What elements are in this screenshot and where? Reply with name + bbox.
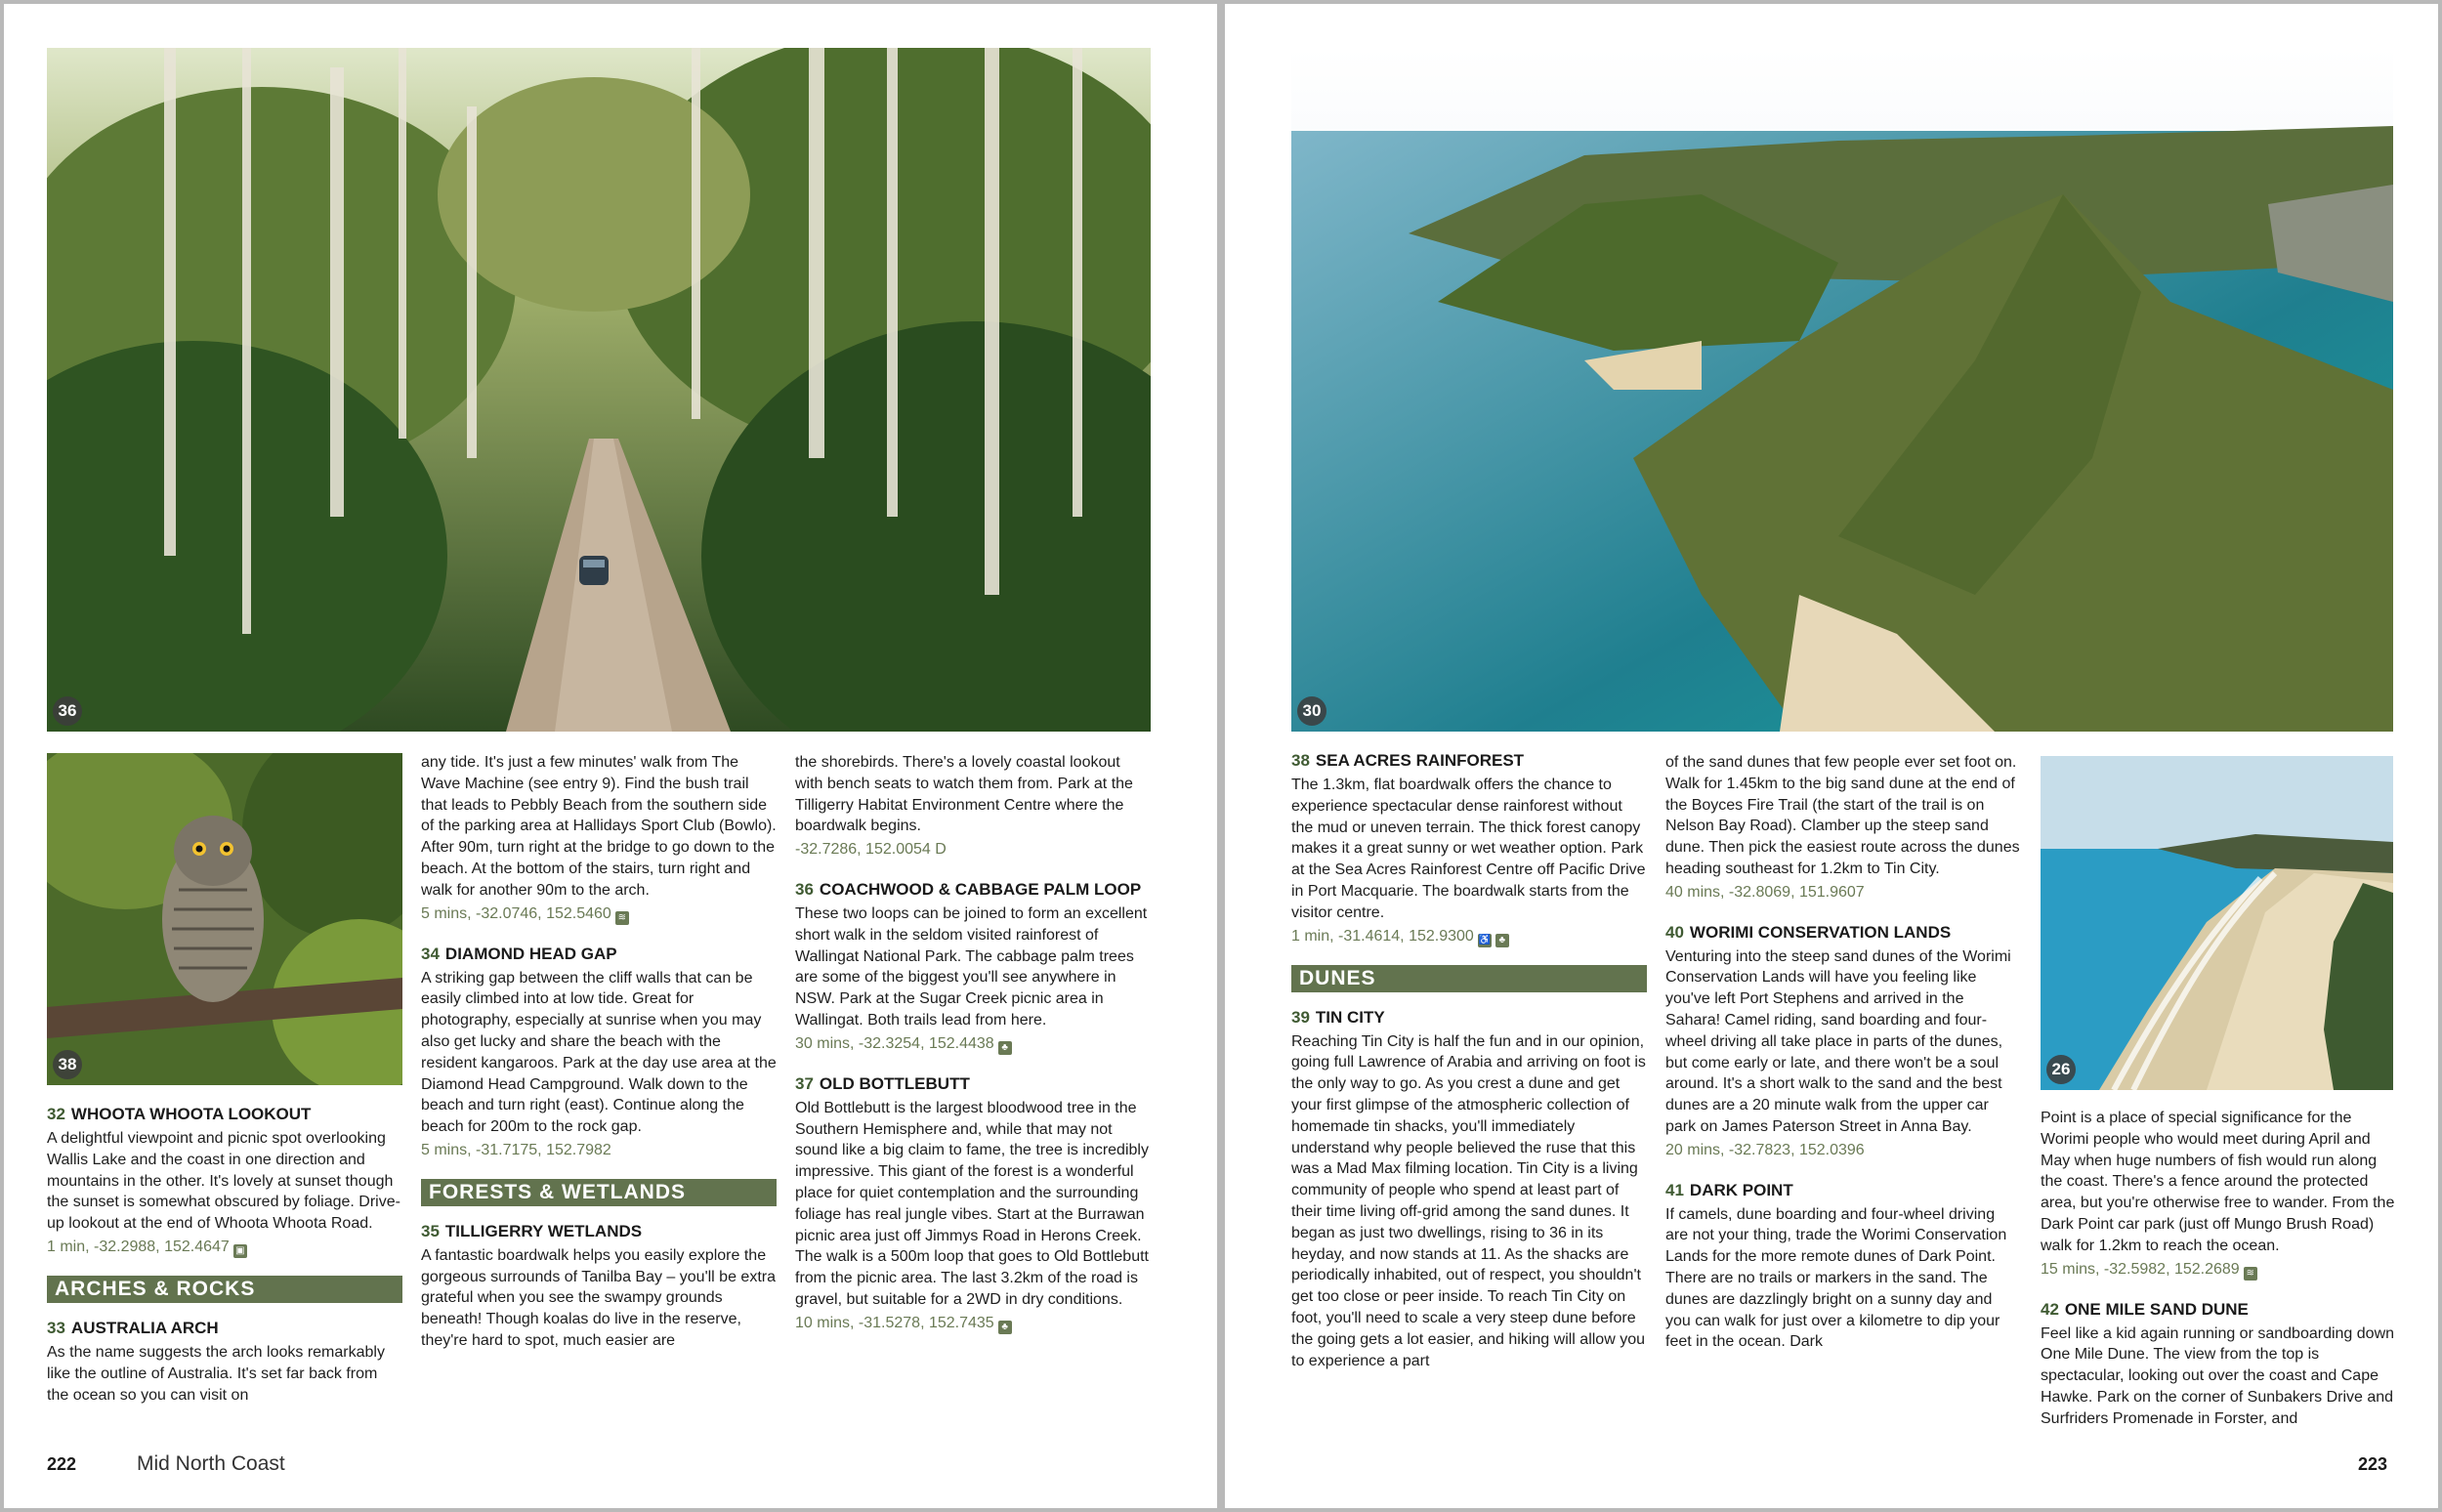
entry-35	[421, 1220, 777, 1352]
text-column-2	[421, 752, 777, 1369]
photo-number-badge: 36	[53, 696, 82, 726]
page-number: 222	[47, 1454, 77, 1474]
walk-icon: ≋	[615, 911, 629, 925]
text-column-6	[2041, 1108, 2396, 1448]
entry-number: 41	[1665, 1180, 1684, 1199]
entry-number: 40	[1665, 922, 1684, 942]
walk-icon: ≋	[2244, 1267, 2257, 1281]
entry-body: These two loops can be joined to form an excellent short walk in the seldom visited rainforest of Wallingat National Park. The cabbage palm trees are some of the biggest you'll see anywhere in NSW. Park at the Sugar Creek picnic area in Wallingat. Both trails lead from here.	[795, 904, 1148, 1029]
entry-meta	[795, 1313, 1151, 1334]
entry-body: A striking gap between the cliff walls that can be easily climbed into at low tide. Great for photography, especially at sunrise when you may also get lucky and share the beach with the resident kangaroos. Park at the day use area at the Diamond Head Campground. Walk down to the beach and turn right (east). Continue along the beach for 200m to the rock gap.	[421, 969, 777, 1136]
entry-heading	[795, 878, 1151, 902]
photo-number-badge: 38	[53, 1050, 82, 1079]
entry-coordinates: 5 mins, -31.7175, 152.7982	[421, 1141, 611, 1158]
entry-title: TILLIGERRY WETLANDS	[444, 1221, 643, 1240]
entry-title: DARK POINT	[1689, 1180, 1793, 1199]
entry-heading	[1665, 1179, 2021, 1202]
entry-body: Old Bottlebutt is the largest bloodwood tree in the Southern Hemisphere and, while that may not sound like a big claim to fame, the tree is incredibly impressive. This giant of the forest is a wonderful place for quiet contemplation and the surrounding foliage has real jungle vibes. Start at the Burrawan picnic area just off Jimmys Road in Herons Creek. The walk is a 500m loop that goes to Old Bottlebutt from the picnic area. The last 3.2km of the road is gravel, but suitable for a 2WD in dry conditions.	[795, 1099, 1149, 1308]
entry-number: 38	[1291, 751, 1310, 770]
entry-body: Reaching Tin City is half the fun and in our opinion, going full Lawrence of Arabia and arriving on foot is the only way to go. As you crest a dune and get your first glimpse of the atmospheric collection of homemade tin shacks, you'll immediately understand why people believed the ruse that this was a Mad Max filming location. Tin City is a living community of people who spend at least part of their time living off-grid among the sand dunes. It began as just two dwellings, rising to 36 in its heyday, and now stands at 11. As the shacks are periodically inhabited, out of respect, you shouldn't get too close or peer inside. To reach Tin City on foot, you'll need to scale a very steep dune before the going gets a lot easier, and hiking will allow you to experience a part	[1291, 1032, 1646, 1369]
entry-37	[795, 1072, 1151, 1334]
entry-body: A delightful viewpoint and picnic spot overlooking Wallis Lake and the coast in one direction and mountains in the other. It's lovely at sunset though the sunset is somewhat obscured by foliage. Drive-up lookout at the end of Whoota Whoota Road.	[47, 1130, 400, 1233]
photo-icon: ▣	[233, 1244, 247, 1258]
entry-title: TIN CITY	[1315, 1007, 1385, 1027]
beach-aerial-photo	[2041, 756, 2393, 1090]
forest-road-photo	[47, 48, 1151, 732]
entry-body: The 1.3km, flat boardwalk offers the chance to experience spectacular dense rainforest without the mud or uneven terrain. The thick forest canopy makes it a great sunny or wet weather option. Park at the Sea Acres Rainforest Centre off Pacific Drive in Port Macquarie. The boardwalk starts from the visitor centre.	[1291, 777, 1646, 921]
entry-heading	[47, 1317, 402, 1340]
section-heading-forests-wetlands: FORESTS & WETLANDS	[421, 1179, 777, 1206]
photo-number-badge: 30	[1297, 696, 1326, 726]
entry-number: 36	[795, 879, 814, 899]
entry-coordinates: 15 mins, -32.5982, 152.2689	[2041, 1260, 2240, 1278]
page-number: 223	[2358, 1454, 2388, 1474]
owl-image	[47, 753, 402, 1085]
tree-icon: ♣	[998, 1041, 1012, 1055]
entry-body: the shorebirds. There's a lovely coastal lookout with bench seats to watch them from. Park at the Tilligerry Habitat Environment Centre where the boardwalk begins.	[795, 754, 1133, 835]
entry-meta	[1291, 926, 1647, 947]
entry-title: ONE MILE SAND DUNE	[2064, 1299, 2249, 1319]
entry-title: WORIMI CONSERVATION LANDS	[1689, 922, 1952, 942]
entry-coordinates: 1 min, -32.2988, 152.4647	[47, 1238, 230, 1255]
running-title: Mid North Coast	[137, 1452, 285, 1475]
entry-coordinates: -32.7286, 152.0054 D	[795, 841, 947, 859]
entry-title: SEA ACRES RAINFOREST	[1315, 751, 1525, 770]
entry-heading	[47, 1103, 402, 1126]
entry-title: DIAMOND HEAD GAP	[444, 944, 617, 963]
entry-heading	[795, 1072, 1151, 1096]
entry-coordinates: 20 mins, -32.7823, 152.0396	[1665, 1141, 1865, 1158]
right-page	[1225, 4, 2438, 1508]
entry-meta	[421, 903, 777, 925]
entry-35-continued	[795, 752, 1151, 861]
entry-40	[1665, 921, 2021, 1161]
entry-42	[2041, 1298, 2396, 1430]
entry-body: If camels, dune boarding and four-wheel driving are not your thing, trade the Worimi Conservation Lands for the more remote dunes of Dark Point. There are no trails or markers in the sand. The dunes are dazzlingly bright on a sunny day and you can walk for just over a kilometre to dip your feet in the ocean. Dark	[1665, 1205, 2007, 1351]
entry-heading	[421, 943, 777, 966]
entry-coordinates: 1 min, -31.4614, 152.9300	[1291, 927, 1474, 945]
entry-heading	[1291, 1006, 1647, 1029]
entry-coordinates: 10 mins, -31.5278, 152.7435	[795, 1314, 994, 1331]
entry-coordinates: 5 mins, -32.0746, 152.5460	[421, 904, 611, 922]
entry-number: 42	[2041, 1299, 2059, 1319]
tree-icon: ♣	[1495, 934, 1509, 947]
entry-41	[1665, 1179, 2021, 1354]
entry-number: 37	[795, 1073, 814, 1093]
forest-road-image	[47, 48, 1151, 732]
owl-photo	[47, 753, 402, 1085]
entry-33-continued	[421, 752, 777, 925]
entry-number: 33	[47, 1318, 65, 1337]
entry-body: any tide. It's just a few minutes' walk from The Wave Machine (see entry 9). Find the bush trail that leads to Pebbly Beach from the southern side of the parking area at Hallidays Sport Club (Bowlo). After 90m, turn right at the bridge to go down to the beach. At the bottom of the stairs, turn right and walk for another 90m to the arch.	[421, 754, 777, 899]
entry-meta	[47, 1237, 402, 1258]
entry-meta	[795, 1033, 1151, 1055]
text-column-1	[47, 1103, 402, 1423]
entry-36	[795, 878, 1151, 1055]
entry-title: WHOOTA WHOOTA LOOKOUT	[70, 1105, 312, 1123]
entry-heading	[1291, 749, 1647, 773]
text-column-5	[1665, 752, 2021, 1370]
entry-38	[1291, 749, 1647, 947]
entry-meta	[2041, 1259, 2396, 1281]
headland-aerial-photo	[1291, 48, 2393, 732]
entry-body: As the name suggests the arch looks remarkably like the outline of Australia. It's set far back from the ocean so you can visit on	[47, 1343, 385, 1404]
tree-icon: ♣	[998, 1321, 1012, 1334]
entry-body: of the sand dunes that few people ever set foot on. Walk for 1.45km to the big sand dune at the end of the Boyces Fire Trail (the start of the trail is on Nelson Bay Road). Clamber up the steep sand dune. Then pick the easiest route across the dunes heading southeast for 1.2km to Tin City.	[1665, 754, 2020, 877]
section-heading-dunes: DUNES	[1291, 965, 1647, 992]
entry-number: 35	[421, 1221, 440, 1240]
entry-34	[421, 943, 777, 1161]
entry-32	[47, 1103, 402, 1258]
entry-body: A fantastic boardwalk helps you easily explore the gorgeous surrounds of Tanilba Bay – you'll be extra grateful when you see the swampy grounds beneath! Though koalas do live in the reserve, they're hard to spot, much easier are	[421, 1246, 776, 1349]
entry-heading	[2041, 1298, 2396, 1322]
entry-number: 34	[421, 944, 440, 963]
entry-coordinates: 30 mins, -32.3254, 152.4438	[795, 1034, 994, 1052]
entry-coordinates: 40 mins, -32.8069, 151.9607	[1665, 883, 1865, 901]
photo-number-badge: 26	[2046, 1055, 2076, 1084]
entry-number: 39	[1291, 1007, 1310, 1027]
entry-body: Feel like a kid again running or sandboarding down One Mile Dune. The view from the top is spectacular, looking out over the coast and Cape Hawke. Park on the corner of Sunbakers Drive and Surfriders Promenade in Forster, and	[2041, 1324, 2395, 1427]
entry-33	[47, 1317, 402, 1406]
entry-39-continued	[1665, 752, 2021, 903]
entry-number: 32	[47, 1105, 65, 1123]
left-page	[4, 4, 1217, 1508]
entry-title: COACHWOOD & CABBAGE PALM LOOP	[819, 879, 1142, 899]
entry-body: Point is a place of special significance for the Worimi people who would meet during April and May when huge numbers of fish would run along the coast. There's a fence around the protected area, but you're otherwise free to wander. From the Dark Point car park (just off Mungo Brush Road) walk for 1.2km to reach the ocean.	[2041, 1110, 2395, 1254]
entry-title: AUSTRALIA ARCH	[70, 1318, 219, 1337]
entry-title: OLD BOTTLEBUTT	[819, 1073, 970, 1093]
entry-41-continued	[2041, 1108, 2396, 1281]
entry-body: Venturing into the steep sand dunes of the Worimi Conservation Lands will have you feeling like you've left Port Stephens and arrived in the Sahara! Camel riding, sand boarding and four-wheel driving all take place in parts of the dunes, but come early or late, and there won't be a soul around. It's a short walk to the sand and the best dunes are a 20 minute walk from the upper car park on James Paterson Street in Anna Bay.	[1665, 947, 2011, 1135]
beach-aerial-image	[2041, 756, 2393, 1090]
accessible-icon: ♿	[1478, 934, 1492, 945]
section-heading-arches-rocks: ARCHES & ROCKS	[47, 1276, 402, 1303]
entry-heading	[1665, 921, 2021, 945]
text-column-3	[795, 752, 1151, 1352]
headland-aerial-image	[1291, 48, 2393, 732]
text-column-4	[1291, 749, 1647, 1389]
entry-heading	[421, 1220, 777, 1243]
entry-39	[1291, 1006, 1647, 1372]
